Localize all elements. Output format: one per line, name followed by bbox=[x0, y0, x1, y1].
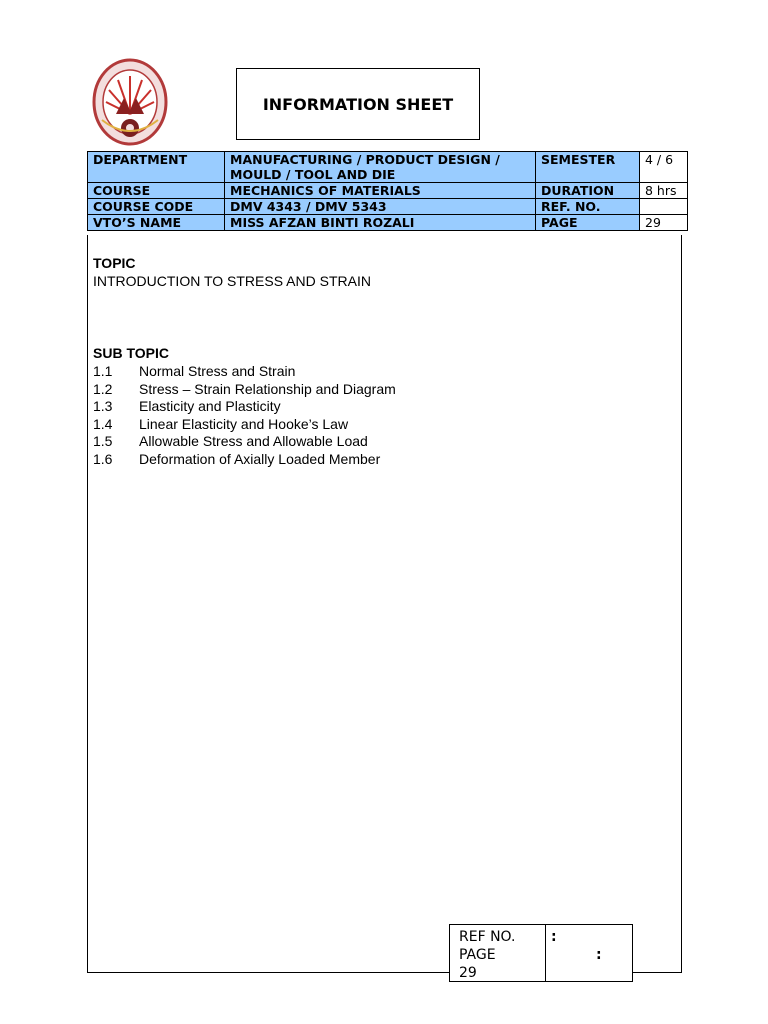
course-label: COURSE bbox=[88, 183, 225, 199]
subtopic-heading: SUB TOPIC bbox=[93, 345, 169, 361]
list-item bbox=[93, 381, 396, 399]
semester-label: SEMESTER bbox=[536, 152, 640, 183]
course-code-value: DMV 4343 / DMV 5343 bbox=[225, 199, 536, 215]
subtopic-text: Stress – Strain Relationship and Diagram bbox=[139, 380, 396, 397]
list-item bbox=[93, 363, 396, 381]
department-label: DEPARTMENT bbox=[88, 152, 225, 183]
semester-value: 4 / 6 bbox=[640, 152, 688, 183]
footer-page-label: PAGE bbox=[459, 947, 496, 963]
course-info-table bbox=[87, 151, 688, 231]
title-box bbox=[236, 68, 480, 140]
subtopic-text: Deformation of Axially Loaded Member bbox=[139, 450, 381, 467]
page-label: PAGE bbox=[536, 215, 640, 231]
vto-name-label: VTO’S NAME bbox=[88, 215, 225, 231]
table-row bbox=[88, 215, 688, 231]
subtopic-number: 1.4 bbox=[93, 415, 113, 432]
content-frame bbox=[87, 235, 682, 973]
subtopic-text: Normal Stress and Strain bbox=[139, 363, 296, 379]
footer-colon: : bbox=[596, 947, 602, 963]
subtopic-text: Elasticity and Plasticity bbox=[139, 398, 281, 415]
footer-ref-box bbox=[449, 924, 633, 982]
topic-heading: TOPIC bbox=[93, 255, 136, 271]
subtopic-number: 1.6 bbox=[93, 450, 113, 467]
list-item bbox=[93, 433, 396, 451]
ref-no-label: REF. NO. bbox=[536, 199, 640, 215]
subtopic-number: 1.2 bbox=[93, 380, 113, 397]
list-item bbox=[93, 398, 396, 416]
duration-value: 8 hrs bbox=[640, 183, 688, 199]
footer-page-number: 29 bbox=[459, 965, 477, 981]
department-value bbox=[225, 152, 536, 183]
table-row bbox=[88, 152, 688, 183]
topic-text: INTRODUCTION TO STRESS AND STRAIN bbox=[93, 273, 371, 289]
list-item bbox=[93, 416, 396, 434]
course-code-label: COURSE CODE bbox=[88, 199, 225, 215]
subtopic-text: Allowable Stress and Allowable Load bbox=[139, 433, 368, 450]
subtopic-list bbox=[93, 363, 396, 469]
institution-seal-icon bbox=[92, 58, 168, 150]
list-item bbox=[93, 451, 396, 469]
table-row bbox=[88, 183, 688, 199]
subtopic-number: 1.5 bbox=[93, 433, 113, 450]
course-value: MECHANICS OF MATERIALS bbox=[225, 183, 536, 199]
page-title: INFORMATION SHEET bbox=[262, 94, 454, 114]
footer-colon: : bbox=[551, 929, 557, 945]
department-value-line2: MOULD / TOOL AND DIE bbox=[230, 167, 396, 182]
duration-label: DURATION bbox=[536, 183, 640, 199]
table-row bbox=[88, 199, 688, 215]
subtopic-text: Linear Elasticity and Hooke’s Law bbox=[139, 415, 349, 432]
institution-logo bbox=[92, 58, 168, 150]
ref-no-value bbox=[640, 199, 688, 215]
subtopic-number: 1.3 bbox=[93, 398, 113, 415]
subtopic-number: 1.1 bbox=[93, 363, 113, 379]
vto-name-value: MISS AFZAN BINTI ROZALI bbox=[225, 215, 536, 231]
department-value-line1: MANUFACTURING / PRODUCT DESIGN / bbox=[230, 152, 500, 167]
footer-ref-label: REF NO. bbox=[459, 929, 516, 945]
footer-divider bbox=[545, 925, 546, 982]
page-value: 29 bbox=[640, 215, 688, 231]
